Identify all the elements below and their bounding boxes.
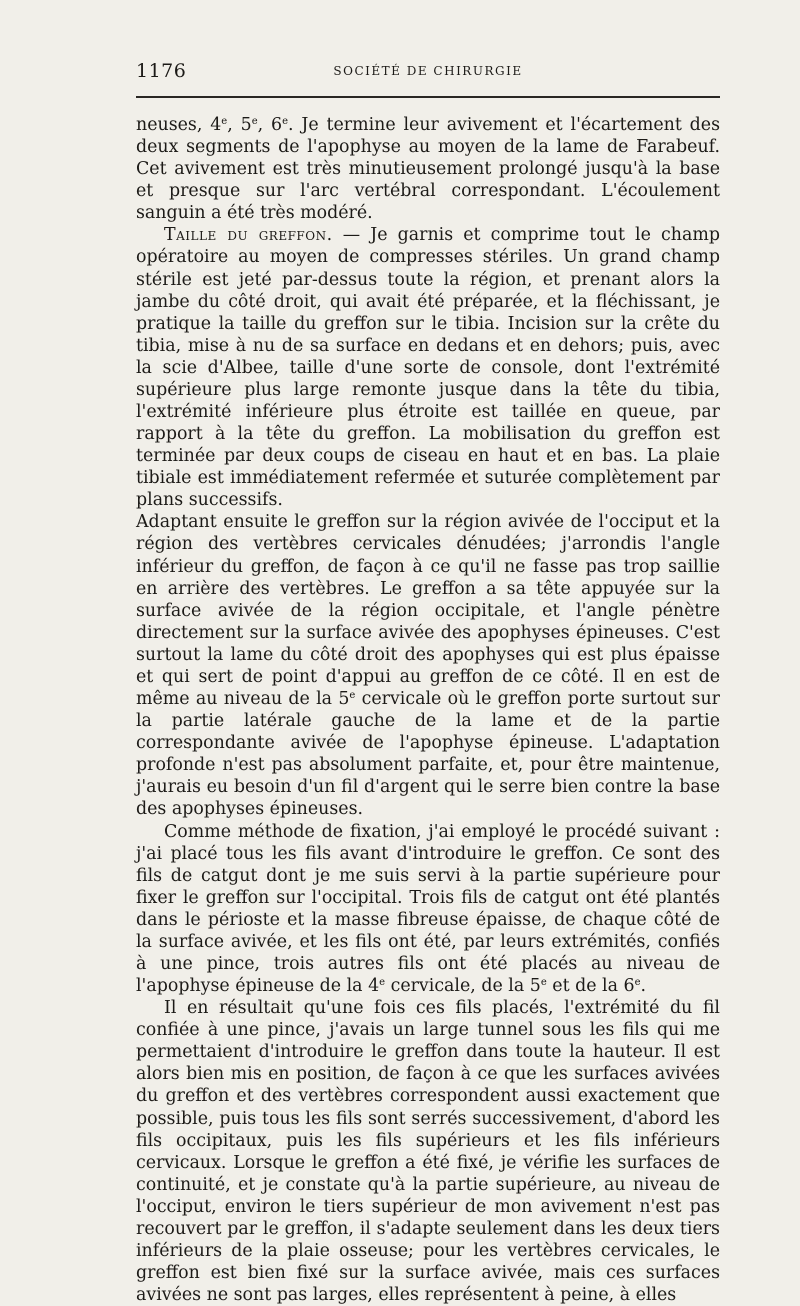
paragraph-text: Il en résultait qu'une fois ces fils placés, l'extrémité du fil confiée à une pince, j'avais un large tunnel sous les fils qui me permettaient d'introduire le greffon dans toute la hauteur. Il est alors bien mis en position, de façon à ce que les surfaces avivées du greffon et des vertèbres correspondent aussi exactement que possible, puis tous les fils sont serrés successivement, d'abord les fils occipitaux, puis les fils supérieurs et les fils inférieurs cervicaux. Lorsque le greffon a été fixé, je vérifie les surfaces de continuité, et je constate qu'à la partie supérieure, au niveau de l'occiput, environ le tiers supérieur de mon avivement n'est pas recouvert par le greffon, il s'adapte seulement dans les deux tiers inférieurs de la plaie osseuse; pour les vertèbres cervicales, le greffon est bien fixé sur la surface avivée, mais ces surfaces avivées ne sont pas larges, elles représentent à peine, à elles [136,998,720,1306]
paragraph-text: Adaptant ensuite le greffon sur la région avivée de l'occiput et la région des vertèbres cervicales dénudées; j'arrondis l'angle inférieur du greffon, de façon à ce qu'il ne fasse pas trop saillie en arrière des vertèbres. Le greffon a sa tête appuyée sur la surface avivée de la région occipitale, et l'angle pénètre directement sur la surface avivée des apophyses épineuses. C'est surtout la lame du côté droit des apophyses qui est plus épaisse et qui sert de point d'appui au greffon de ce côté. Il en est de même au niveau de la 5e cervicale où le greffon porte surtout sur la partie latérale gauche de la lame et de la partie correspondante avivée de l'apophyse épineuse. L'adaptation profonde n'est pas absolument parfaite, et, pour être maintenue, j'aurais eu besoin d'un fil d'argent qui le serre bien contre la base des apophyses épineuses. [136,512,720,820]
paragraph [136,114,720,224]
paragraph-text: neuses, 4e, 5e, 6e. Je termine leur avivement et l'écartement des deux segments de l'apophyse au moyen de la lame de Farabeuf. Cet avivement est très minutieusement prolongé jusqu'à la base et presque sur l'arc vertébral correspondant. L'écoulement sanguin a été très modéré. [136,115,721,224]
section-heading: Taille du greffon. [164,225,333,246]
body-text [136,114,720,1306]
page-number: 1176 [136,60,187,82]
paragraph-text: Comme méthode de fixation, j'ai employé le procédé suivant : j'ai placé tous les fils avant d'introduire le greffon. Ce sont des fils de catgut dont je me suis servi à la partie supérieure pour fixer le greffon sur l'occipital. Trois fils de catgut ont été plantés dans le périoste et la masse fibreuse épaisse, de chaque côté de la surface avivée, et les fils ont été, par leurs extrémités, confiés à une pince, trois autres fils ont été placés au niveau de l'apophyse épineuse de la 4e cervicale, de la 5e et de la 6e. [136,821,720,997]
page-header [136,58,720,86]
running-title: SOCIÉTÉ DE CHIRURGIE [333,64,523,78]
paragraph [136,821,720,998]
paragraph [136,997,720,1306]
paragraph [136,511,720,820]
paragraph [136,224,720,511]
paragraph-text: — Je garnis et comprime tout le champ opératoire au moyen de compresses stériles. Un grand champ stérile est jeté par-dessus toute la région, et prenant alors la jambe du côté droit, qui avait été préparée, et la fléchissant, je pratique la taille du greffon sur le tibia. Incision sur la crête du tibia, mise à nu de sa surface en dedans et en dehors; puis, avec la scie d'Albee, taille d'une sorte de console, dont l'extrémité supérieure plus large remonte jusque dans la tête du tibia, l'extrémité inférieure plus étroite est taillée en queue, par rapport à la tête du greffon. La mobilisation du greffon est terminée par deux coups de ciseau en haut et en bas. La plaie tibiale est immédiatement refermée et suturée complètement par plans successifs. [136,225,720,511]
header-rule [136,96,720,98]
